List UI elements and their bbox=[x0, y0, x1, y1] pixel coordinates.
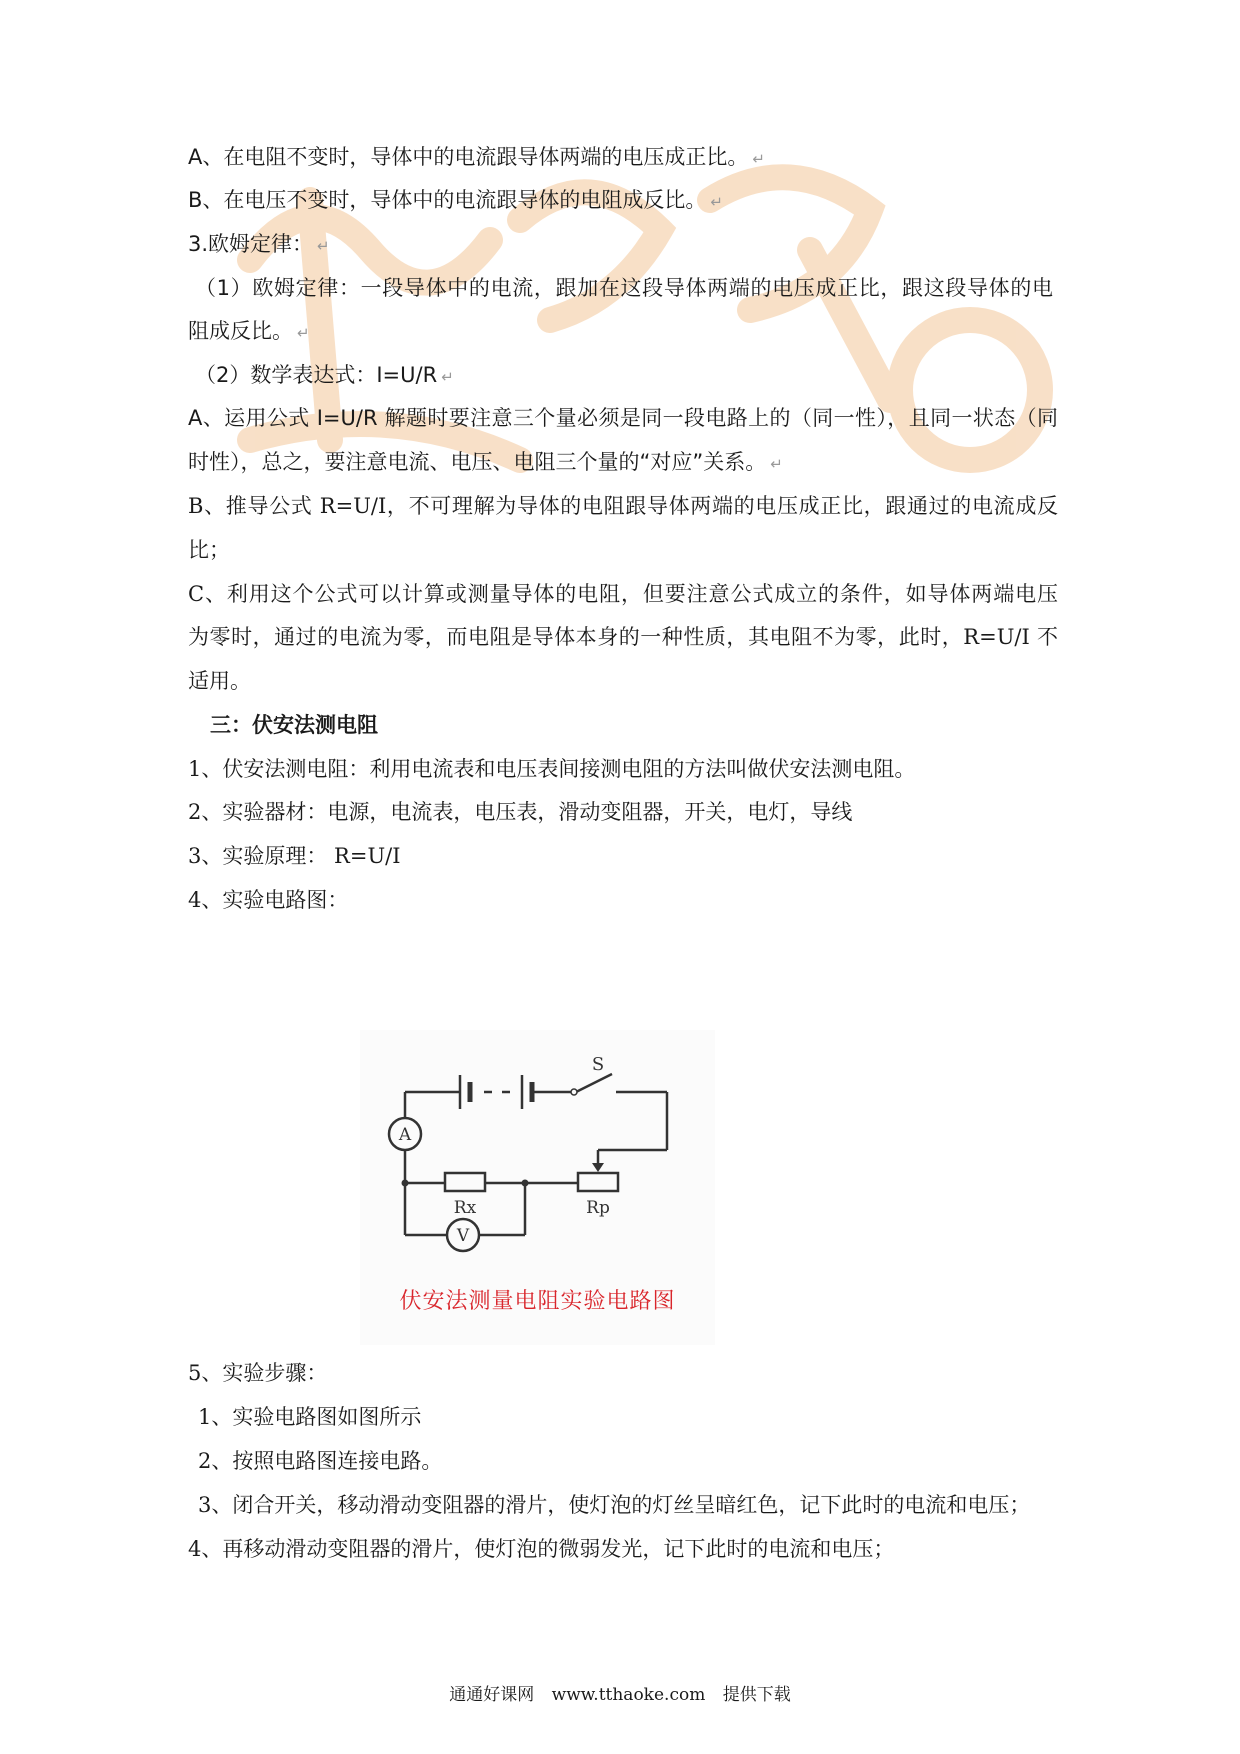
switch-label: S bbox=[591, 1054, 605, 1075]
footer-site-name: 通通好课网 bbox=[449, 1685, 535, 1705]
note-b-line2: 比； bbox=[188, 538, 230, 562]
resistor-label: Rx bbox=[453, 1198, 477, 1218]
rheostat-label: Rp bbox=[586, 1198, 610, 1218]
note-c-line2: 为零时，通过的电流为零，而电阻是导体本身的一种性质，其电阻不为零，此时，R=U/I 不 bbox=[188, 625, 1058, 649]
section-title: 三：伏安法测电阻 bbox=[210, 713, 378, 737]
page-footer bbox=[0, 1680, 1240, 1705]
return-mark-icon: ↵ bbox=[710, 193, 723, 211]
item-5: 5、实验步骤： bbox=[188, 1361, 328, 1385]
footer-suffix: 提供下载 bbox=[722, 1685, 791, 1705]
ohm-law-1-line2: 阻成反比。 ↵ bbox=[188, 319, 310, 343]
circuit-figure bbox=[360, 1030, 715, 1345]
return-mark-icon: ↵ bbox=[752, 150, 765, 168]
step-3: 3、闭合开关，移动滑动变阻器的滑片，使灯泡的灯丝呈暗红色，记下此时的电流和电压； bbox=[198, 1493, 1031, 1517]
ohm-law-2: （2）数学表达式：I=U/R ↵ bbox=[195, 363, 454, 387]
ohm-law-1-line1: （1）欧姆定律：一段导体中的电流，跟加在这段导体两端的电压成正比，跟这段导体的电 bbox=[195, 276, 1053, 300]
voltmeter-label: V bbox=[456, 1226, 470, 1246]
item-1: 1、伏安法测电阻：利用电流表和电压表间接测电阻的方法叫做伏安法测电阻。 bbox=[188, 757, 916, 781]
circuit-diagram bbox=[360, 1030, 715, 1280]
return-mark-icon: ↵ bbox=[297, 324, 310, 342]
line-a-resistance: A、在电阻不变时，导体中的电流跟导体两端的电压成正比。 ↵ bbox=[188, 145, 765, 169]
step-2: 2、按照电路图连接电路。 bbox=[198, 1449, 443, 1473]
note-a-line2: 时性），总之，要注意电流、电压、电阻三个量的“对应”关系。 ↵ bbox=[188, 450, 783, 474]
return-mark-icon: ↵ bbox=[441, 368, 454, 386]
note-c-line1: C、利用这个公式可以计算或测量导体的电阻，但要注意公式成立的条件，如导体两端电压 bbox=[188, 582, 1058, 606]
item-4: 4、实验电路图： bbox=[188, 888, 349, 912]
ohm-law-title: 3.欧姆定律： ↵ bbox=[188, 232, 330, 256]
return-mark-icon: ↵ bbox=[770, 455, 783, 473]
step-1: 1、实验电路图如图所示 bbox=[198, 1405, 422, 1429]
item-3: 3、实验原理： R=U/I bbox=[188, 844, 401, 868]
item-2: 2、实验器材：电源，电流表，电压表，滑动变阻器，开关，电灯，导线 bbox=[188, 800, 853, 824]
note-a-line1: A、运用公式 I=U/R 解题时要注意三个量必须是同一段电路上的（同一性），且同一状态（同 bbox=[188, 406, 1058, 430]
return-mark-icon: ↵ bbox=[317, 237, 330, 255]
line-b-voltage: B、在电压不变时，导体中的电流跟导体的电阻成反比。 ↵ bbox=[188, 188, 723, 212]
note-b-line1: B、推导公式 R=U/I，不可理解为导体的电阻跟导体两端的电压成正比，跟通过的电流成反 bbox=[188, 494, 1058, 518]
footer-url[interactable]: www.tthaoke.com bbox=[551, 1685, 706, 1705]
step-4: 4、再移动滑动变阻器的滑片，使灯泡的微弱发光，记下此时的电流和电压； bbox=[188, 1537, 895, 1561]
ammeter-label: A bbox=[398, 1125, 412, 1145]
circuit-caption: 伏安法测量电阻实验电路图 bbox=[399, 1289, 676, 1314]
note-c-line3: 适用。 bbox=[188, 669, 251, 693]
